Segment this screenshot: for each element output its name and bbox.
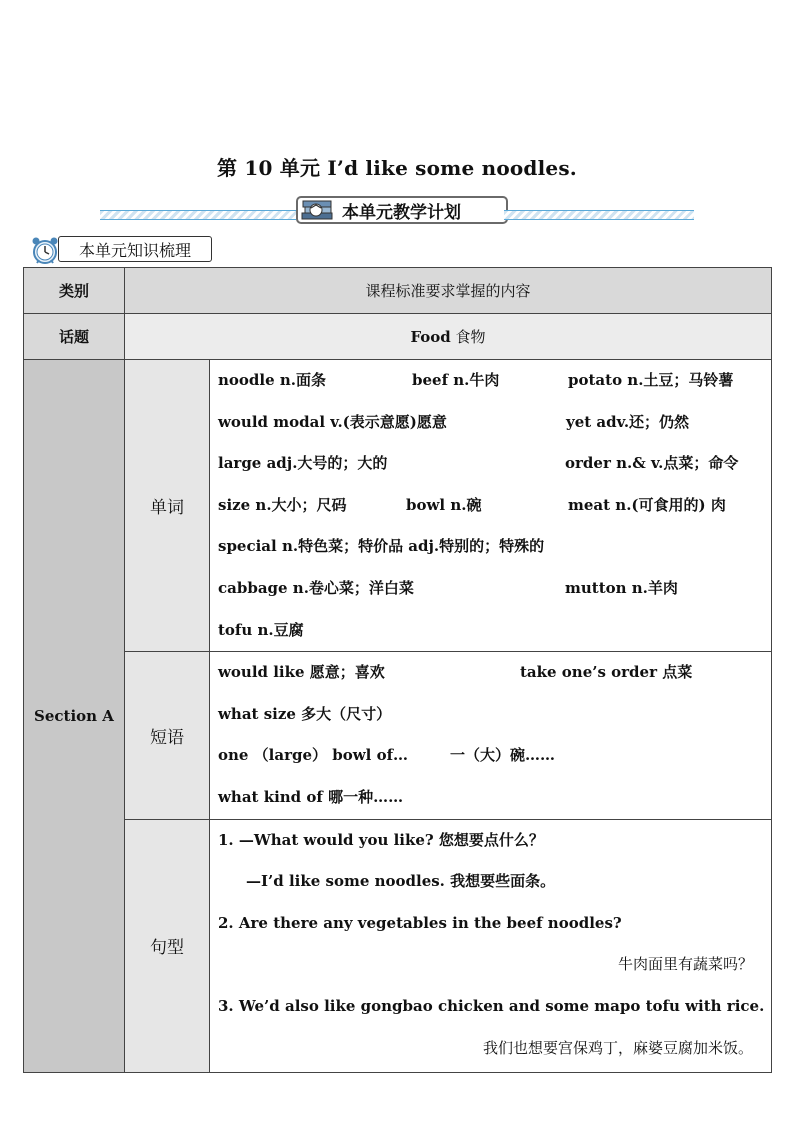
word-item: large adj.大号的；大的: [218, 454, 388, 473]
sentence-item: 2. Are there any vegetables in the beef noodles?: [218, 913, 622, 932]
words-content: [210, 360, 772, 652]
word-item: noodle n.面条: [218, 371, 326, 389]
word-item: yet adv.还；仍然: [566, 412, 690, 431]
word-item: meat n.(可食用的) 肉: [568, 495, 726, 514]
knowledge-table: [23, 267, 772, 1073]
alarm-clock-icon: [28, 234, 62, 266]
topic-row: [24, 314, 772, 360]
word-item: cabbage n.卷心菜；洋白菜: [218, 578, 414, 597]
sentence-item: 1. —What would you like? 您想要点什么？: [218, 830, 544, 849]
word-item: bowl n.碗: [406, 495, 482, 514]
topic-value: [125, 314, 772, 360]
phrase-line: [218, 694, 763, 736]
word-item: tofu n.豆腐: [218, 620, 304, 639]
page-title: 第 10 单元 I’d like some noodles.: [217, 156, 577, 180]
words-row: [24, 360, 772, 652]
sentence-translation: 我们也想要宫保鸡丁，麻婆豆腐加米饭。: [483, 1038, 754, 1057]
words-line: [218, 526, 763, 568]
sentences-label: 句型: [125, 819, 210, 1072]
phrases-label: 短语: [125, 652, 210, 819]
sentences-content: [210, 819, 772, 1072]
phrase-line: [218, 652, 763, 694]
banner-text: 本单元教学计划: [342, 202, 461, 223]
banner-divider-left: [100, 210, 296, 220]
sentence-line: [218, 820, 763, 862]
sentence-line: [218, 986, 763, 1028]
words-label: 单词: [125, 360, 210, 652]
words-line: [218, 402, 763, 444]
sentence-item: 3. We’d also like gongbao chicken and some mapo tofu with rice.: [218, 996, 765, 1015]
sentence-item: —I’d like some noodles. 我想要些面条。: [246, 872, 556, 891]
phrase-item: what size 多大（尺寸）: [218, 704, 392, 723]
phrase-item: 一（大）碗……: [450, 746, 556, 765]
topic-value-zh: 食物: [455, 328, 486, 346]
word-item: special n.特色菜；特价品 adj.特别的；特殊的: [218, 537, 545, 556]
books-icon: [300, 198, 336, 222]
words-line: [218, 360, 763, 402]
header-content: 课程标准要求掌握的内容: [125, 268, 772, 314]
phrase-item: would like 愿意；喜欢: [218, 663, 385, 682]
unit-plan-banner: [100, 190, 694, 226]
sentence-line: [218, 861, 763, 903]
topic-label: 话题: [24, 314, 125, 360]
header-category: 类别: [24, 268, 125, 314]
sentence-line: [218, 944, 763, 986]
sentence-line: [218, 903, 763, 945]
word-item: mutton n.羊肉: [565, 578, 678, 597]
words-line: [218, 485, 763, 527]
topic-value-en: Food: [410, 328, 451, 346]
phrase-item: one （large） bowl of…: [218, 746, 409, 765]
phrase-item: take one’s order 点菜: [520, 663, 693, 682]
word-item: would modal v.(表示意愿)愿意: [218, 412, 447, 431]
section-label: [28, 234, 214, 264]
word-item: potato n.土豆；马铃薯: [568, 371, 734, 389]
words-line: [218, 568, 763, 610]
sentences-row: [24, 819, 772, 1072]
word-item: beef n.牛肉: [412, 371, 500, 389]
phrases-content: [210, 652, 772, 819]
table-header-row: [24, 268, 772, 314]
sentence-translation: 牛肉面里有蔬菜吗？: [618, 955, 754, 974]
section-a-label: Section A: [24, 360, 125, 1073]
phrases-row: [24, 652, 772, 819]
phrase-item: what kind of 哪一种……: [218, 787, 404, 806]
phrase-line: [218, 735, 763, 777]
section-label-box: 本单元知识梳理: [58, 236, 212, 262]
word-item: order n.& v.点菜；命令: [565, 454, 739, 473]
banner-box: [296, 196, 508, 224]
words-line: [218, 610, 763, 652]
phrase-line: [218, 777, 763, 819]
sentence-line: [218, 1028, 763, 1070]
words-line: [218, 443, 763, 485]
word-item: size n.大小；尺码: [218, 495, 347, 514]
banner-divider-right: [504, 210, 694, 220]
